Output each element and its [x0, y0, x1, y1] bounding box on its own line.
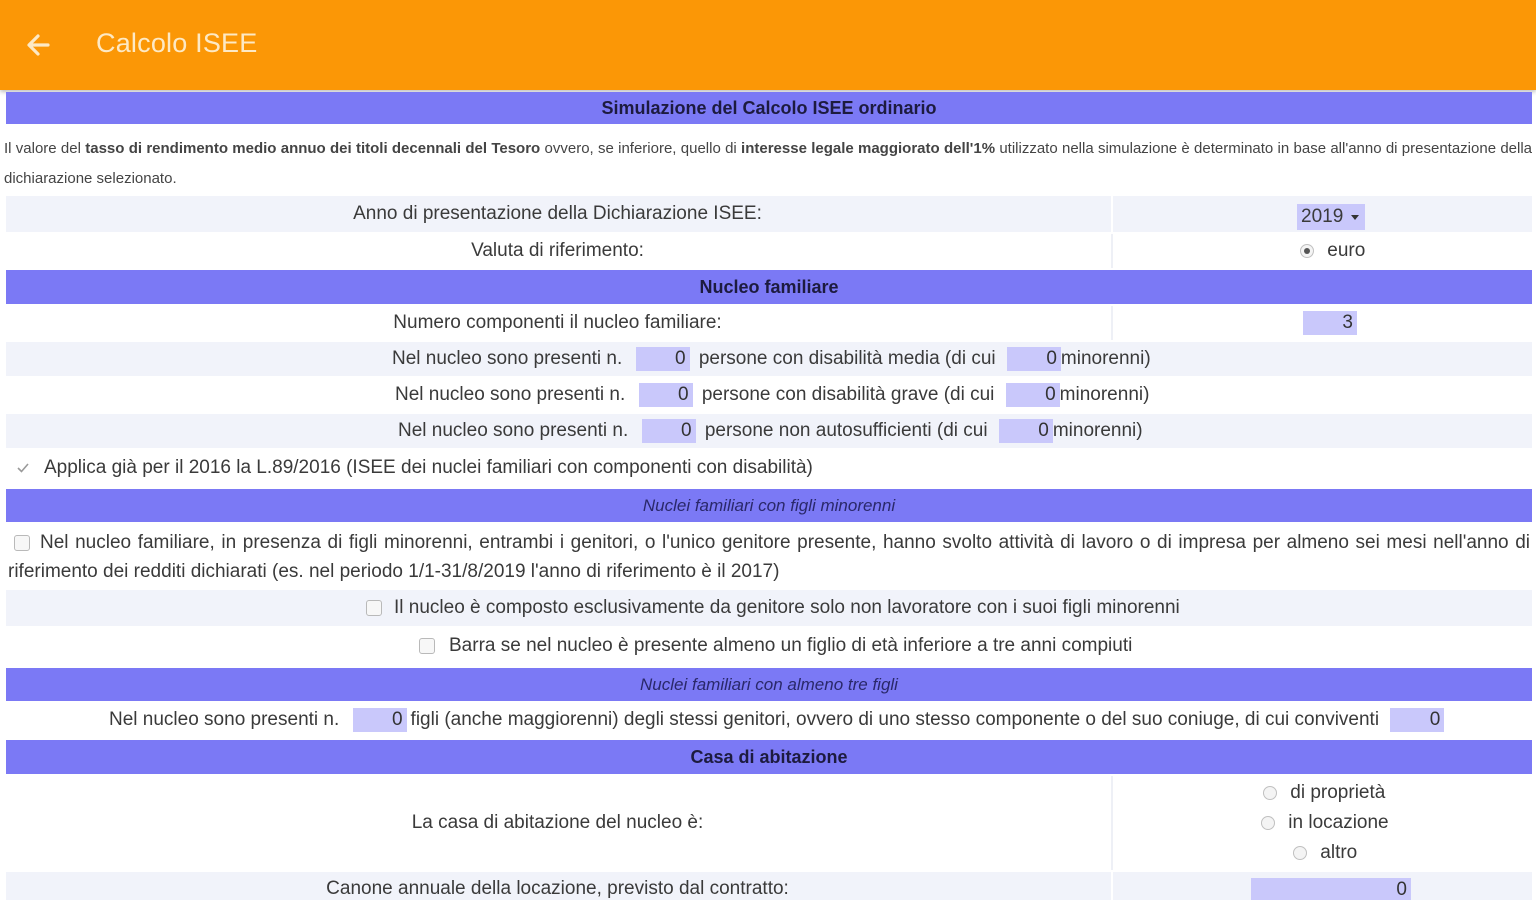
row-genitori-lavoro [6, 524, 1532, 586]
non-autosufficienti-input[interactable]: 0 [642, 419, 696, 443]
row-canone [6, 872, 1532, 900]
casa-option-altro [1293, 838, 1357, 868]
prefix-label: Nel nucleo sono presenti n. [392, 348, 623, 369]
checkmark-icon [16, 461, 30, 475]
prefix-label: Nel nucleo sono presenti n. [398, 420, 629, 441]
row-applica [6, 450, 1532, 486]
note-text: utilizzato nella simulazione è determinato in base all'anno di presentazione della dichiarazione selezionato. [4, 140, 1533, 187]
prefix-label: Nel nucleo sono presenti n. [109, 709, 340, 730]
suffix-label: minorenni) [1059, 384, 1150, 405]
figlio-tre-anni-label: Barra se nel nucleo è presente almeno un figlio di età inferiore a tre anni compiuti [449, 635, 1133, 656]
genitore-solo-line [366, 590, 1180, 626]
genitore-solo-checkbox[interactable] [366, 600, 382, 616]
disabilita-grave-input[interactable]: 0 [639, 383, 693, 407]
row-genitore-solo [6, 590, 1532, 626]
genitori-lavoro-line [8, 528, 1530, 586]
row-anno [6, 196, 1532, 232]
row-disabilita-media [6, 342, 1532, 376]
valuta-option [1300, 234, 1365, 268]
figlio-tre-anni-line [419, 628, 1132, 664]
section-header-casa: Casa di abitazione [6, 740, 1532, 774]
note-bold: interesse legale maggiorato dell'1% [741, 140, 996, 157]
row-numero-componenti [6, 306, 1532, 340]
casa-option-locazione [1261, 808, 1389, 838]
disabilita-grave-minorenni-input[interactable]: 0 [1006, 383, 1060, 407]
anno-select[interactable] [1297, 204, 1365, 230]
disabilita-media-line [392, 342, 1151, 376]
applica-label: Applica già per il 2016 la L.89/2016 (ISEE dei nuclei familiari con componenti con disabilità) [44, 457, 813, 478]
arrow-left-icon [22, 27, 56, 63]
genitori-lavoro-checkbox[interactable] [14, 535, 30, 551]
section-header-tre-figli: Nuclei familiari con almeno tre figli [6, 668, 1532, 701]
disabilita-media-input[interactable]: 0 [636, 347, 690, 371]
casa-option-label: di proprietà [1290, 782, 1386, 803]
app-bar [0, 0, 1536, 90]
casa-radio-altro[interactable] [1293, 846, 1307, 860]
form-content [0, 92, 1536, 900]
casa-radio-proprieta[interactable] [1263, 786, 1277, 800]
numero-componenti-input[interactable]: 3 [1303, 311, 1357, 335]
row-non-autosufficienti [6, 414, 1532, 448]
non-autosufficienti-line [398, 414, 1143, 448]
disabilita-grave-line [395, 378, 1149, 412]
casa-option-label: altro [1320, 842, 1358, 863]
disabilita-media-label: persone con disabilità media (di cui [698, 348, 996, 369]
casa-label: La casa di abitazione del nucleo è: [411, 812, 704, 833]
genitori-lavoro-label: Nel nucleo familiare, in presenza di figli minorenni, entrambi i genitori, o l'unico genitore presente, hanno svolto attività di lavoro o di impresa per almeno sei mesi nell'anno di riferimento dei redditi dichiarati (es. nel periodo 1/1-31/8/2019 l'anno di riferimento è il 2017) [8, 532, 1530, 582]
row-disabilita-grave [6, 378, 1532, 412]
valuta-radio[interactable] [1300, 244, 1314, 258]
row-figlio-tre-anni [6, 628, 1532, 664]
non-autosufficienti-label: persone non autosufficienti (di cui [704, 420, 988, 441]
numero-componenti-label: Numero componenti il nucleo familiare: [393, 312, 722, 333]
prefix-label: Nel nucleo sono presenti n. [395, 384, 626, 405]
canone-input[interactable]: 0 [1251, 878, 1411, 900]
section-header-simulazione: Simulazione del Calcolo ISEE ordinario [6, 92, 1532, 124]
tre-figli-line [109, 702, 1444, 738]
app-title: Calcolo ISEE [96, 28, 258, 58]
non-autosufficienti-minorenni-input[interactable]: 0 [999, 419, 1053, 443]
casa-option-proprieta [1263, 778, 1385, 808]
anno-value-cell [1111, 196, 1534, 232]
row-valuta [6, 234, 1532, 268]
canone-cell [1111, 872, 1534, 900]
anno-label: Anno di presentazione della Dichiarazione ISEE: [353, 203, 762, 224]
row-tre-figli [6, 702, 1532, 738]
anno-select-value: 2019 [1301, 206, 1344, 227]
figlio-tre-anni-checkbox[interactable] [419, 638, 435, 654]
disabilita-grave-label: persone con disabilità grave (di cui [701, 384, 995, 405]
section-header-figli-minorenni: Nuclei familiari con figli minorenni [6, 489, 1532, 522]
tre-figli-label: figli (anche maggiorenni) degli stessi genitori, ovvero di uno stesso componente o del suo coniuge, di cui conviventi [410, 709, 1380, 730]
back-button[interactable] [22, 27, 56, 63]
casa-option-label: in locazione [1288, 812, 1389, 833]
valuta-option-label: euro [1327, 240, 1366, 261]
suffix-label: minorenni) [1060, 348, 1151, 369]
canone-label: Canone annuale della locazione, previsto dal contratto: [326, 878, 789, 899]
genitore-solo-label: Il nucleo è composto esclusivamente da genitore solo non lavoratore con i suoi figli minorenni [394, 597, 1180, 618]
valuta-value-cell [1111, 234, 1534, 268]
info-note [4, 134, 1532, 194]
row-casa-abitazione [6, 776, 1532, 870]
dropdown-arrow-icon [1351, 215, 1359, 220]
note-bold: tasso di rendimento medio annuo dei titoli decennali del Tesoro [85, 140, 541, 157]
numero-componenti-cell [1111, 306, 1534, 340]
valuta-label: Valuta di riferimento: [471, 240, 644, 261]
casa-radio-locazione[interactable] [1261, 816, 1275, 830]
casa-options-cell [1111, 776, 1534, 870]
tre-figli-input[interactable]: 0 [353, 708, 407, 732]
tre-figli-conviventi-input[interactable]: 0 [1390, 708, 1444, 732]
note-text: ovvero, se inferiore, quello di [540, 140, 742, 157]
suffix-label: minorenni) [1052, 420, 1143, 441]
disabilita-media-minorenni-input[interactable]: 0 [1007, 347, 1061, 371]
section-header-nucleo: Nucleo familiare [6, 270, 1532, 304]
applica-checkbox[interactable] [16, 450, 30, 486]
note-text: Il valore del [4, 140, 86, 157]
